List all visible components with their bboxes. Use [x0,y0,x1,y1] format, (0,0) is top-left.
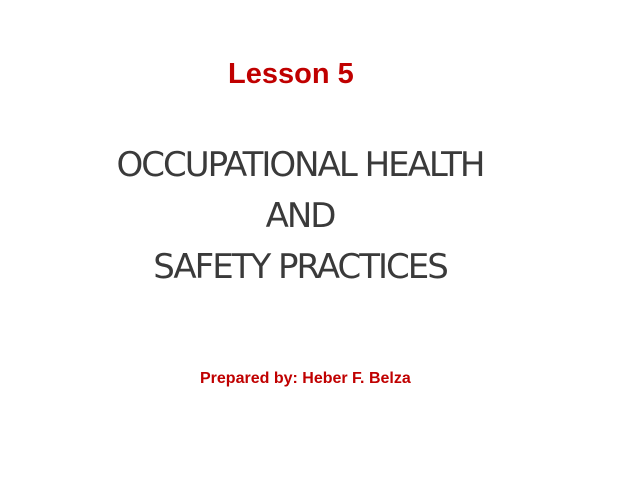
slide-title [0,140,600,293]
title-line-2: AND [265,196,335,236]
title-line-3: SAFETY PRACTICES [153,247,447,287]
title-line-1: OCCUPATIONAL HEALTH [116,145,484,185]
prepared-by-credit: Prepared by: Heber F. Belza [200,370,411,387]
lesson-label: Lesson 5 [228,58,354,90]
